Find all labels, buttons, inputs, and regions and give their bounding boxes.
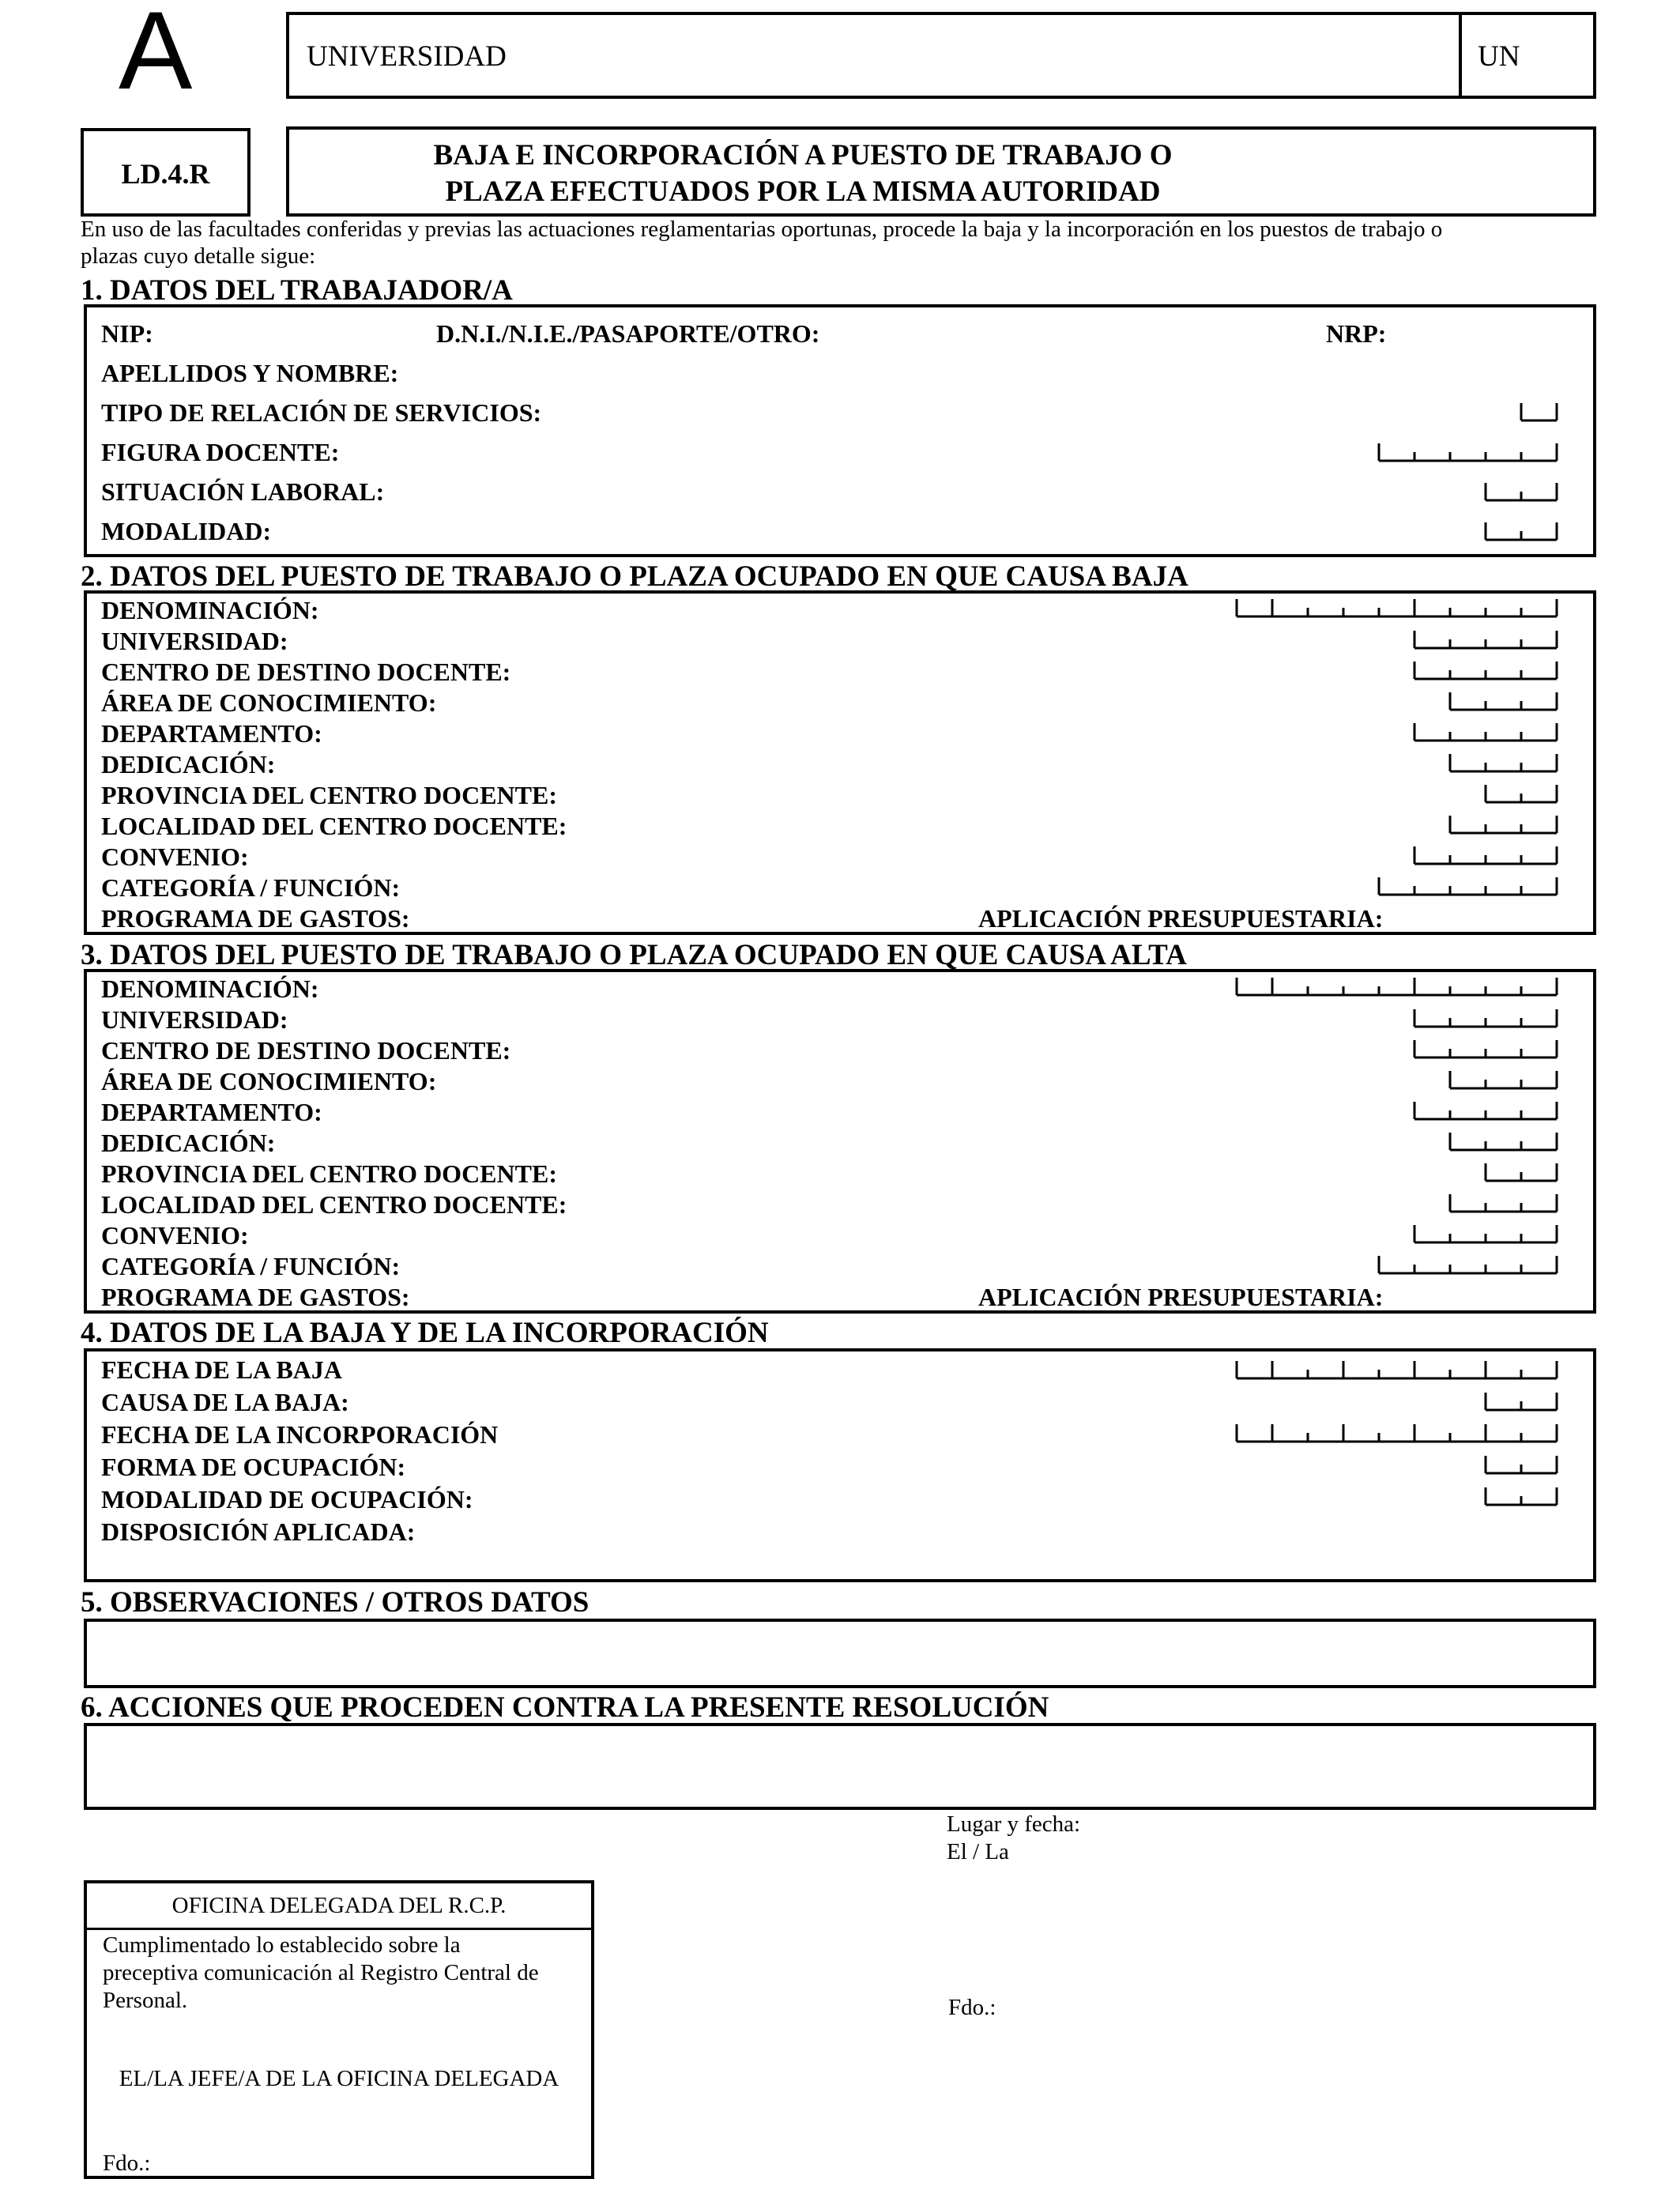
s2-localidad: LOCALIDAD DEL CENTRO DOCENTE: [101, 812, 567, 840]
s3-departamento: DEPARTAMENTO: [101, 1098, 322, 1126]
s3-localidad: LOCALIDAD DEL CENTRO DOCENTE: [101, 1190, 567, 1219]
s3-convenio: CONVENIO: [101, 1221, 249, 1250]
causa-baja-label: CAUSA DE LA BAJA: [101, 1388, 349, 1416]
s2-centro-destino: CENTRO DE DESTINO DOCENTE: [101, 658, 511, 686]
s2-convenio: CONVENIO: [101, 843, 249, 871]
intro-line2: plazas cuyo detalle sigue: [81, 243, 316, 269]
s2-universidad: UNIVERSIDAD: [101, 627, 288, 655]
s3-aplicacion-presupuestaria: APLICACIÓN PRESUPUESTARIA: [978, 1283, 1384, 1311]
university-label: UNIVERSIDAD [307, 40, 507, 73]
s3-provincia: PROVINCIA DEL CENTRO DOCENTE: [101, 1159, 557, 1188]
oficina-delegada-box [84, 1880, 594, 2179]
fecha-incorporacion-label: FECHA DE LA INCORPORACIÓN [101, 1420, 499, 1449]
form-title-line1: BAJA E INCORPORACIÓN A PUESTO DE TRABAJO O [433, 139, 1173, 172]
modalidad-ocupacion-label: MODALIDAD DE OCUPACIÓN: [101, 1485, 473, 1514]
figura-docente-label: FIGURA DOCENTE: [101, 438, 340, 466]
section6-title: 6. ACCIONES QUE PROCEDEN CONTRA LA PRESENTE RESOLUCIÓN [81, 1691, 1049, 1724]
form-code-box [81, 128, 250, 217]
oficina-fdo-label: Fdo.: [103, 2151, 151, 2176]
s3-dedicacion: DEDICACIÓN: [101, 1129, 276, 1157]
firma-fdo-label: Fdo.: [948, 1995, 996, 2020]
s2-programa-gastos: PROGRAMA DE GASTOS: [101, 904, 410, 933]
dni-label: D.N.I./N.I.E./PASAPORTE/OTRO: [436, 319, 820, 348]
situacion-laboral-label: SITUACIÓN LABORAL: [101, 477, 385, 506]
section5-title: 5. OBSERVACIONES / OTROS DATOS [81, 1586, 590, 1619]
s3-programa-gastos: PROGRAMA DE GASTOS: [101, 1283, 410, 1311]
modalidad-label: MODALIDAD: [101, 517, 272, 545]
oficina-text-line2: preceptiva comunicación al Registro Central de [103, 1960, 539, 1985]
form-letter: A [119, 0, 193, 112]
intro-line1: En uso de las facultades conferidas y previas las actuaciones reglamentarias oportunas, procede la baja y la incorporación en los puestos de trabajo o [81, 217, 1443, 242]
oficina-text-line3: Personal. [103, 1988, 188, 2013]
university-divider [1459, 15, 1462, 96]
form-code: LD.4.R [121, 158, 210, 190]
tipo-relacion-label: TIPO DE RELACIÓN DE SERVICIOS: [101, 398, 542, 427]
nip-label: NIP: [101, 319, 153, 348]
form-title-box [286, 126, 1596, 217]
observaciones-box[interactable] [84, 1619, 1596, 1688]
disposicion-aplicada-label: DISPOSICIÓN APLICADA: [101, 1517, 416, 1546]
nrp-label: NRP: [1326, 319, 1387, 348]
university-code: UN [1478, 40, 1520, 73]
s2-categoria: CATEGORÍA / FUNCIÓN: [101, 873, 401, 902]
section1-title: 1. DATOS DEL TRABAJADOR/A [81, 274, 513, 307]
s2-dedicacion: DEDICACIÓN: [101, 750, 276, 778]
el-la-label: El / La [947, 1839, 1009, 1864]
s3-centro-destino: CENTRO DE DESTINO DOCENTE: [101, 1036, 511, 1065]
s3-denominacion: DENOMINACIÓN: [101, 974, 319, 1003]
lugar-fecha-label: Lugar y fecha: [947, 1811, 1081, 1837]
section2-title: 2. DATOS DEL PUESTO DE TRABAJO O PLAZA OCUPADO EN QUE CAUSA BAJA [81, 560, 1188, 593]
form-title-line2: PLAZA EFECTUADOS POR LA MISMA AUTORIDAD [445, 175, 1161, 208]
oficina-jefe-label: EL/LA JEFE/A DE LA OFICINA DELEGADA [119, 2066, 559, 2091]
s2-aplicacion-presupuestaria: APLICACIÓN PRESUPUESTARIA: [978, 904, 1384, 933]
s2-provincia: PROVINCIA DEL CENTRO DOCENTE: [101, 781, 557, 809]
s2-departamento: DEPARTAMENTO: [101, 719, 322, 748]
s2-area-conocimiento: ÁREA DE CONOCIMIENTO: [101, 688, 437, 717]
section4-title: 4. DATOS DE LA BAJA Y DE LA INCORPORACIÓN [81, 1317, 769, 1349]
s2-denominacion: DENOMINACIÓN: [101, 596, 319, 624]
university-box[interactable] [286, 12, 1596, 99]
section3-title: 3. DATOS DEL PUESTO DE TRABAJO O PLAZA OCUPADO EN QUE CAUSA ALTA [81, 939, 1187, 971]
apellidos-label: APELLIDOS Y NOMBRE: [101, 359, 399, 387]
oficina-text-line1: Cumplimentado lo establecido sobre la [103, 1932, 461, 1958]
fecha-baja-label: FECHA DE LA BAJA [101, 1355, 342, 1384]
s3-area-conocimiento: ÁREA DE CONOCIMIENTO: [101, 1067, 437, 1095]
s3-categoria: CATEGORÍA / FUNCIÓN: [101, 1252, 401, 1280]
acciones-box[interactable] [84, 1723, 1596, 1810]
oficina-divider [87, 1928, 591, 1930]
s3-universidad: UNIVERSIDAD: [101, 1005, 288, 1034]
oficina-title: OFICINA DELEGADA DEL R.C.P. [171, 1893, 507, 1918]
forma-ocupacion-label: FORMA DE OCUPACIÓN: [101, 1453, 406, 1481]
